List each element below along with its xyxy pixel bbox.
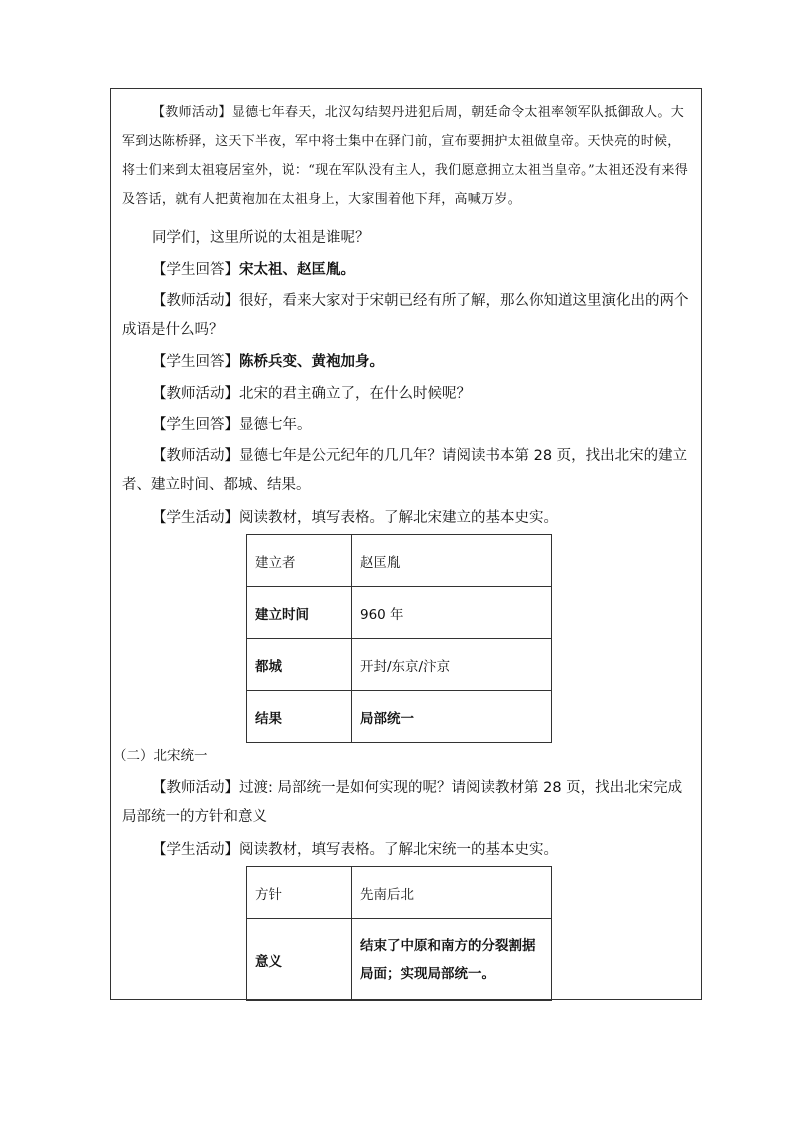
activity-text: 阅读教材，填写表格。了解北宋统一的基本史实。: [239, 842, 558, 858]
answer-tag: 【学生回答】: [152, 354, 239, 370]
student-activity-1: [122, 504, 690, 533]
student-activity-2: [122, 836, 690, 865]
table-value: 局部统一: [352, 691, 552, 743]
activity-text: 过渡: 局部统一是如何实现的呢？请阅读教材第 28 页，找出北宋完成局部统一的方针和意义: [122, 780, 683, 825]
table-row: [247, 535, 552, 587]
activity-tag: 【教师活动】: [152, 293, 239, 309]
table-label: 建立时间: [247, 587, 352, 639]
table-value: 先南后北: [352, 867, 552, 919]
table-row: [247, 587, 552, 639]
section-heading-text: （二）北宋统一: [113, 748, 208, 764]
table-row: [247, 691, 552, 743]
teacher-activity-5: [122, 774, 690, 832]
teacher-activity-3: [122, 380, 690, 409]
table-row: [247, 639, 552, 691]
answer-tag: 【学生回答】: [152, 262, 239, 278]
answer-text: 宋太祖、赵匡胤。: [239, 262, 355, 278]
founding-table: [246, 534, 552, 743]
student-answer-2: [122, 348, 690, 377]
answer-text: 陈桥兵变、黄袍加身。: [239, 354, 384, 370]
activity-tag: 【教师活动】: [152, 386, 239, 402]
teacher-activity-story: [122, 98, 690, 214]
answer-tag: 【学生回答】: [152, 417, 239, 433]
activity-text: 北宋的君主确立了，在什么时候呢？: [239, 386, 471, 402]
table-row: [247, 919, 552, 1001]
table-label: 意义: [247, 919, 352, 1001]
table-label: 建立者: [247, 535, 352, 587]
activity-tag: 【学生活动】: [152, 842, 239, 858]
activity-tag: 【教师活动】: [152, 105, 232, 120]
table-label: 结果: [247, 691, 352, 743]
student-answer-1: [122, 256, 690, 285]
teacher-activity-4: [122, 442, 690, 500]
question-text: 同学们，这里所说的太祖是谁呢？: [152, 230, 370, 246]
table-label: 方针: [247, 867, 352, 919]
student-answer-3: [122, 411, 690, 440]
activity-tag: 【教师活动】: [152, 448, 239, 464]
activity-tag: 【学生活动】: [152, 510, 239, 526]
answer-text: 显德七年。: [239, 417, 312, 433]
teacher-question: [122, 224, 690, 253]
activity-text: 显德七年是公元纪年的几几年？请阅读书本第 28 页，找出北宋的建立者、建立时间、都城、结果。: [122, 448, 688, 493]
table-value: 结束了中原和南方的分裂割据局面；实现局部统一。: [352, 919, 552, 1001]
table-value: 960 年: [352, 587, 552, 639]
activity-text: 很好，看来大家对于宋朝已经有所了解，那么你知道这里演化出的两个成语是什么吗？: [122, 293, 689, 338]
teacher-activity-2: [122, 287, 690, 345]
activity-text: 阅读教材，填写表格。了解北宋建立的基本史实。: [239, 510, 558, 526]
unification-table: [246, 866, 552, 1001]
story-text: 显德七年春天，北汉勾结契丹进犯后周，朝廷命令太祖率领军队抵御敌人。大军到达陈桥驿，这天下半夜，军中将士集中在驿门前，宣布要拥护太祖做皇帝。天快亮的时候，将士们来到太祖寝居室外，说：“现在军队没有主人，我们愿意拥立太祖当皇帝。”太祖还没有来得及答话，就有人把黄袍加在太祖身上，大家围着他下拜，高喊万岁。: [122, 105, 688, 207]
table-value: 赵匡胤: [352, 535, 552, 587]
table-row: [247, 867, 552, 919]
table-value: 开封/东京/汴京: [352, 639, 552, 691]
activity-tag: 【教师活动】: [152, 780, 239, 796]
table-label: 都城: [247, 639, 352, 691]
section-heading: [113, 742, 681, 771]
